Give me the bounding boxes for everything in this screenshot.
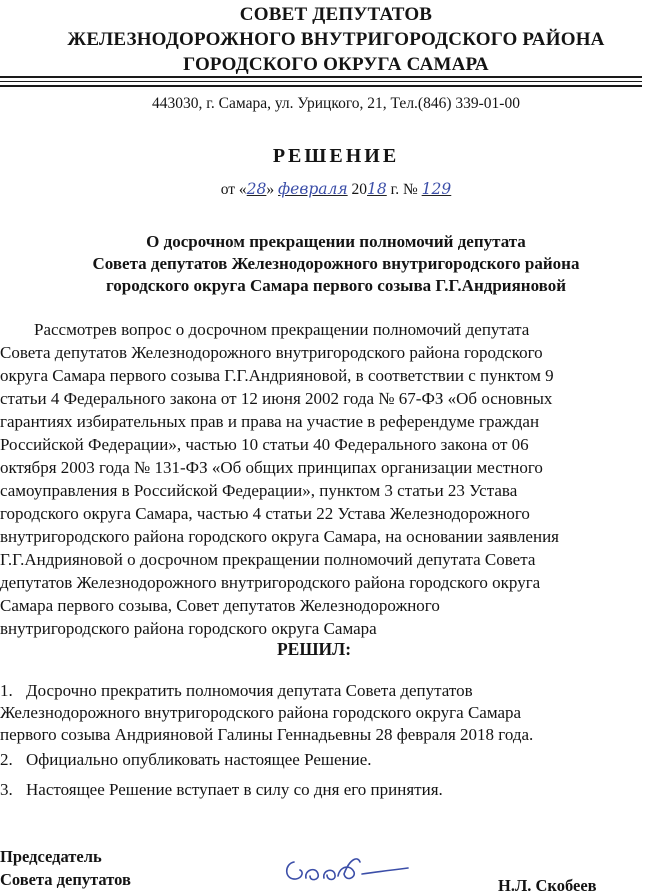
signatory-role-line-1: Председатель [0, 847, 102, 866]
preamble-line: округа Самара первого созыва Г.Г.Андрияновой, в соответствии с пунктом 9 [0, 366, 554, 385]
date-prefix: от « [220, 181, 247, 198]
date-month: февраля [278, 180, 348, 198]
preamble-line: гарантиях избирательных прав и права на участие в референдуме граждан [0, 412, 540, 431]
date-mid: » [266, 181, 279, 198]
item-text-line: Официально опубликовать настоящее Решение. [26, 750, 372, 769]
preamble-line: Рассмотрев вопрос о досрочном прекращении полномочий депутата [34, 320, 530, 339]
preamble-line: депутатов Железнодорожного внутригородского района городского округа [0, 573, 541, 592]
signatory-name: Н.Л. Скобеев [498, 876, 597, 895]
date-day: 28 [246, 180, 267, 198]
signatory-role-line-2: Совета депутатов [0, 870, 131, 889]
decision-item-1 [0, 680, 628, 702]
header-city: ГОРОДСКОГО ОКРУГА САМАРА [183, 54, 489, 75]
item-number: 3. [0, 780, 13, 799]
subject-line-3: городского округа Самара первого созыва Г.Г.Андрияновой [105, 276, 567, 295]
preamble-line: Российской Федерации», частью 10 статьи 40 Федерального закона от 06 [0, 435, 529, 454]
preamble-line: самоуправления в Российской Федерации», пунктом 3 статьи 23 Устава [0, 481, 518, 500]
preamble-line: октября 2003 года № 131-ФЗ «Об общих принципах организации местного [0, 458, 543, 477]
date-year-prefix: 20 [347, 181, 368, 198]
decision-item-2 [0, 749, 628, 771]
item-text-line: Настоящее Решение вступает в силу со дня его принятия. [26, 780, 443, 799]
preamble-line: Совета депутатов Железнодорожного внутригородского района городского [0, 343, 543, 362]
decision-item-3 [0, 779, 628, 801]
preamble-line: городского округа Самара, частью 4 статьи 22 Устава Железнодорожного [0, 504, 530, 523]
decision-item-1-line-3: первого созыва Андрияновой Галины Геннадьевны 28 февраля 2018 года. [0, 725, 534, 744]
item-number: 1. [0, 681, 13, 700]
item-text-line: Досрочно прекратить полномочия депутата Совета депутатов [26, 681, 473, 700]
preamble-line: Самара первого созыва, Совет депутатов Железнодорожного [0, 596, 440, 615]
header-rule-bottom [0, 85, 642, 87]
decided-heading: РЕШИЛ: [276, 639, 352, 659]
address-line: 443030, г. Самара, ул. Урицкого, 21, Тел.(846) 339-01-00 [152, 95, 520, 112]
date-line [0, 180, 672, 199]
header-rule-middle [0, 81, 642, 82]
preamble-line: статьи 4 Федерального закона от 12 июня 2002 года № 67-ФЗ «Об основных [0, 389, 553, 408]
item-number: 2. [0, 750, 13, 769]
date-year-suffix: 18 [367, 180, 387, 198]
document-number: 129 [421, 180, 452, 198]
number-label: г. № [386, 181, 422, 198]
decision-item-1-line-2: Железнодорожного внутригородского района городского округа Самара [0, 703, 522, 722]
subject-line-1: О досрочном прекращении полномочий депутата [146, 232, 526, 251]
preamble-line: внутригородского района городского округа Самара, на основании заявления [0, 527, 559, 546]
header-district: ЖЕЛЕЗНОДОРОЖНОГО ВНУТРИГОРОДСКОГО РАЙОНА [67, 29, 605, 50]
header-council: СОВЕТ ДЕПУТАТОВ [239, 4, 433, 25]
handwritten-signature [280, 848, 410, 888]
preamble-line: внутригородского района городского округа Самара [0, 619, 377, 638]
subject-line-2: Совета депутатов Железнодорожного внутригородского района [92, 254, 580, 273]
preamble-line: Г.Г.Андрияновой о досрочном прекращении полномочий депутата Совета [0, 550, 536, 569]
header-rule-top [0, 76, 642, 78]
document-title: РЕШЕНИЕ [272, 145, 400, 167]
